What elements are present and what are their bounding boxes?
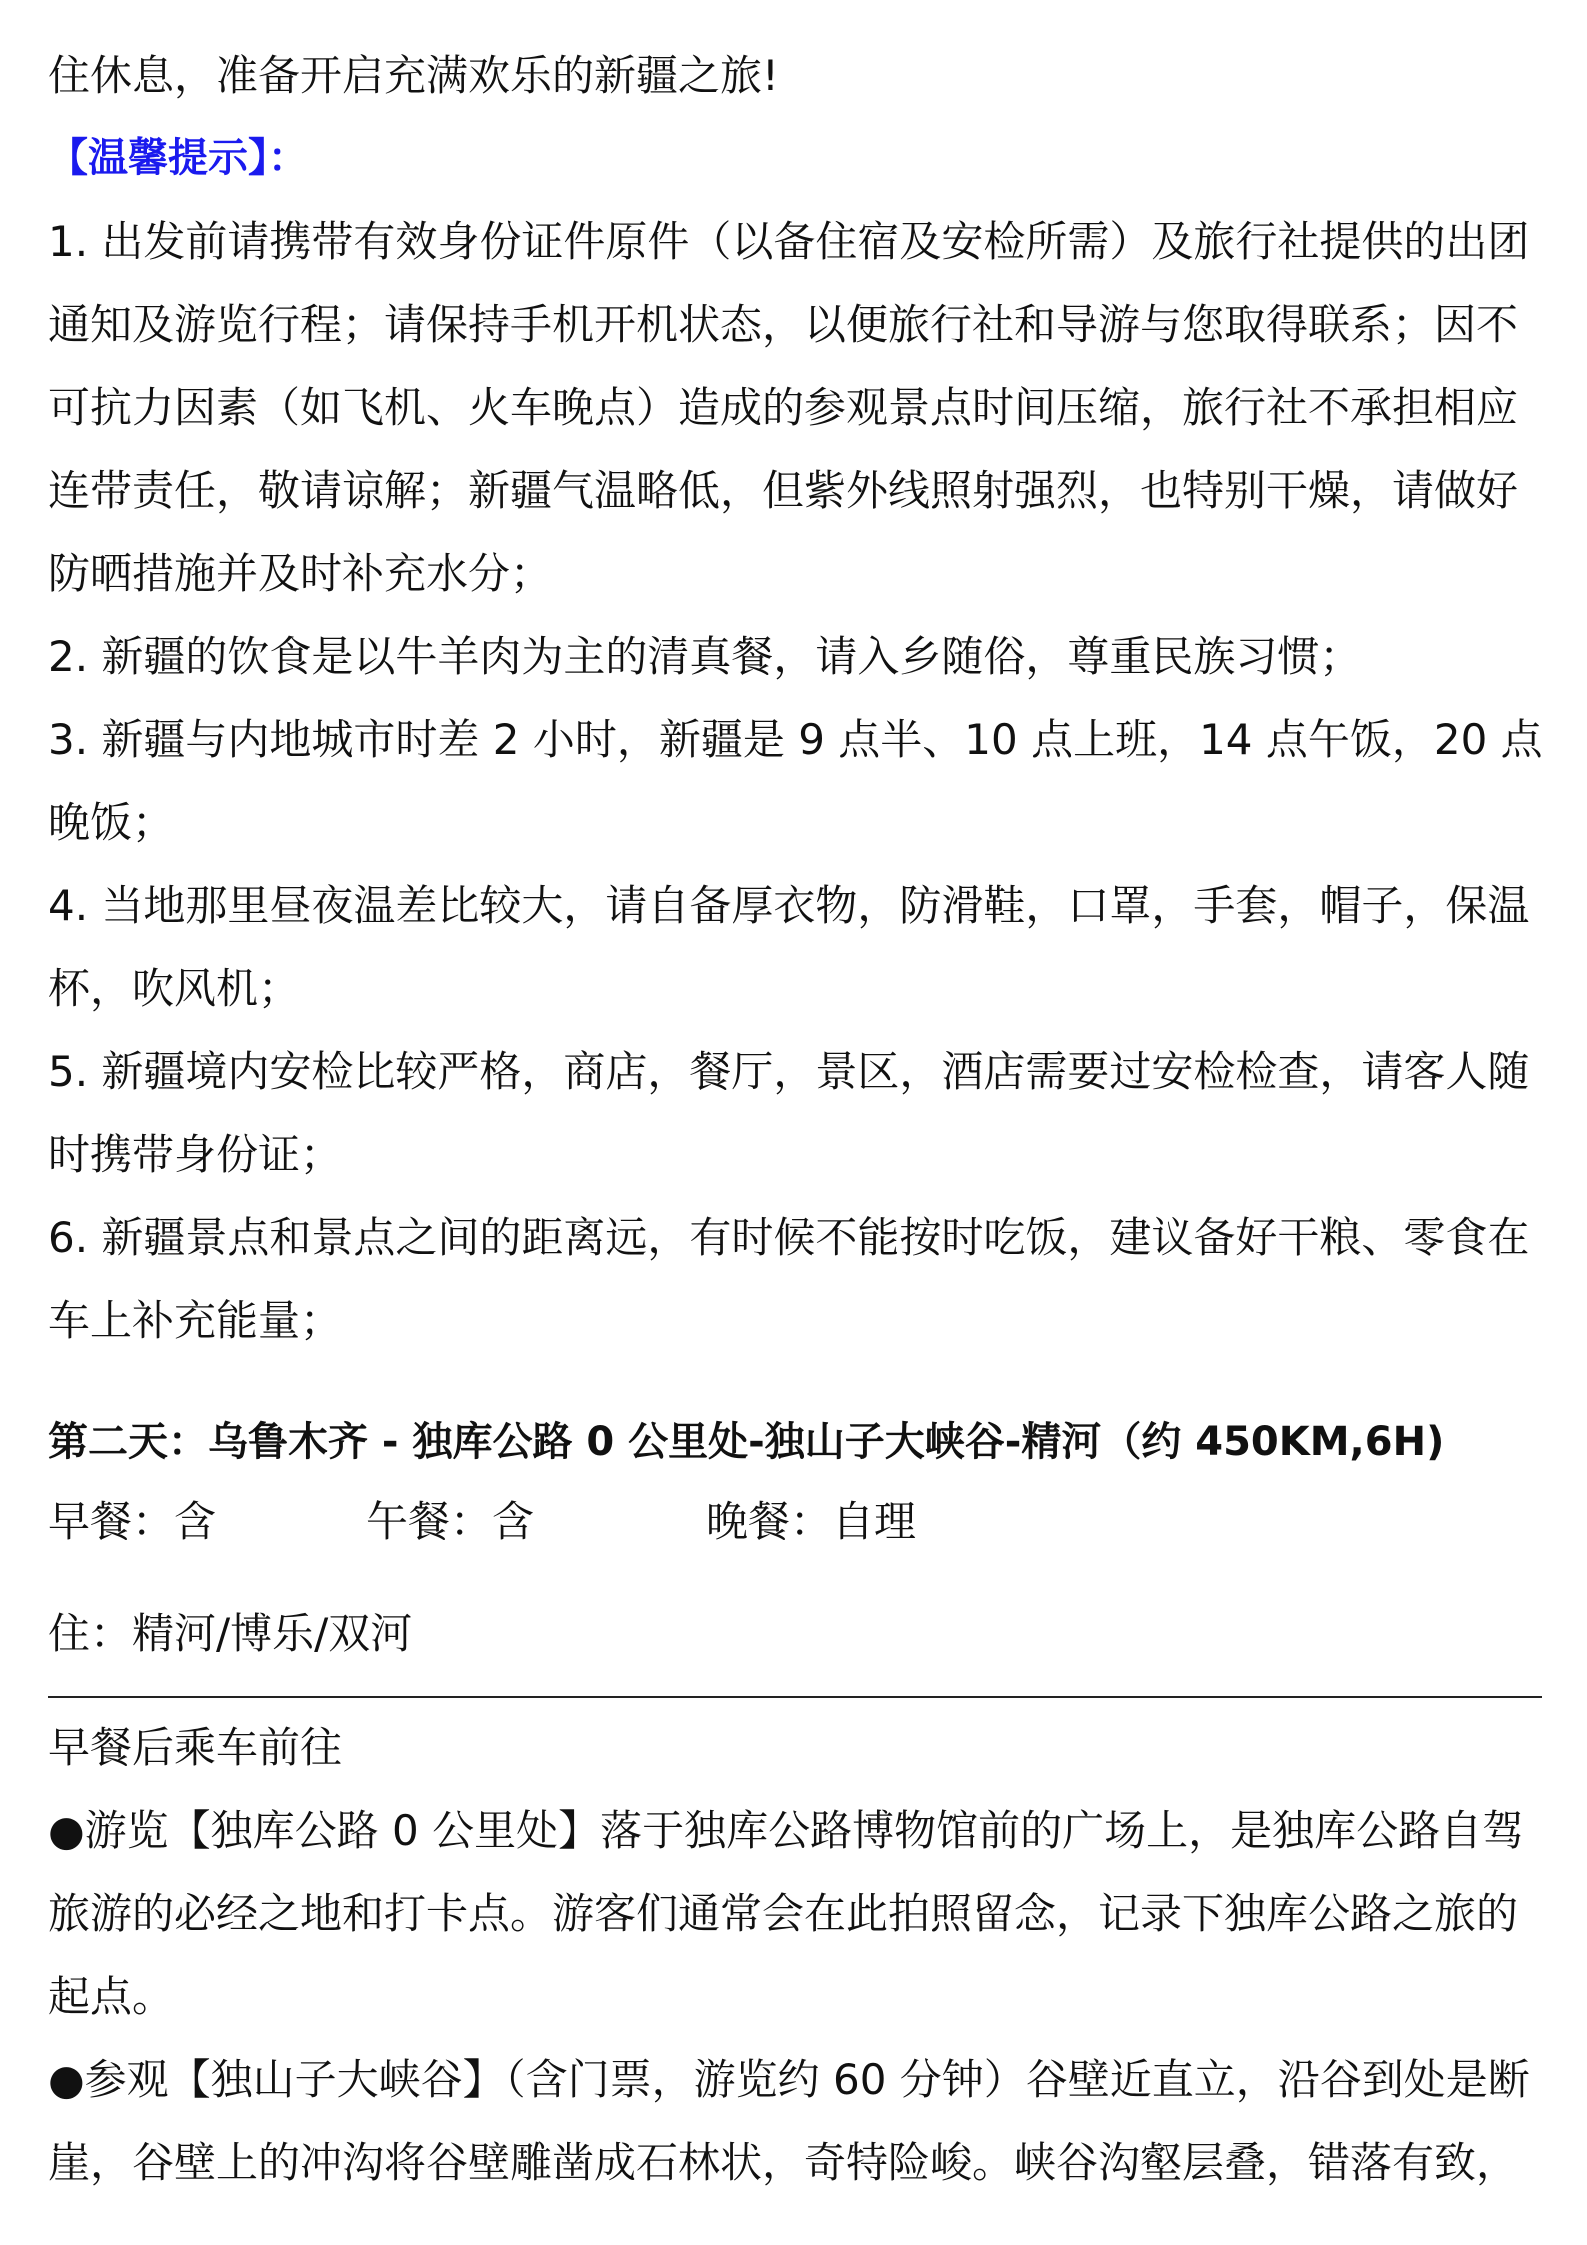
- breakfast-label: 早餐：含: [48, 1497, 217, 1546]
- lunch-label: 午餐：含: [366, 1497, 535, 1546]
- text-line: 2. 新疆的饮食是以牛羊肉为主的清真餐，请入乡随俗，尊重民族习惯；: [48, 632, 1362, 681]
- text-line: 3. 新疆与内地城市时差 2 小时，新疆是 9 点半、10 点上班，14 点午饭，20 点: [48, 715, 1543, 764]
- text-line: 6. 新疆景点和景点之间的距离远，有时候不能按时吃饭，建议备好干粮、零食在: [48, 1213, 1530, 1262]
- tips-title: 【温馨提示】：: [48, 135, 308, 181]
- text-line: 车上补充能量；: [48, 1296, 343, 1345]
- day-item-2: [48, 2038, 1542, 2204]
- day-title: 第二天：乌鲁木齐 - 独库公路 0 公里处-独山子大峡谷-精河（约 450KM,6H): [48, 1419, 1445, 1465]
- text-line: 1. 出发前请携带有效身份证件原件（以备住宿及安检所需）及旅行社提供的出团: [48, 217, 1530, 266]
- tip-item-4: [48, 864, 1542, 1030]
- tip-item-6: [48, 1196, 1542, 1362]
- text-line: 防晒措施并及时补充水分；: [48, 549, 553, 598]
- intro-line: 住休息，准备开启充满欢乐的新疆之旅!: [48, 51, 779, 100]
- text-line: 可抗力因素（如飞机、火车晚点）造成的参观景点时间压缩，旅行社不承担相应: [48, 383, 1519, 432]
- day-item-1: [48, 1789, 1542, 2038]
- tip-item-3: [48, 698, 1542, 864]
- text-line: 起点。: [48, 1972, 175, 2021]
- text-line: 通知及游览行程；请保持手机开机状态，以便旅行社和导游与您取得联系；因不: [48, 300, 1519, 349]
- text-line: 4. 当地那里昼夜温差比较大，请自备厚衣物，防滑鞋，口罩，手套，帽子，保温: [48, 881, 1530, 930]
- text-line: 晚饭；: [48, 798, 175, 847]
- document-page: [48, 0, 1542, 2204]
- text-line: 崖，谷壁上的冲沟将谷壁雕凿成石林状，奇特险峻。峡谷沟壑层叠，错落有致，: [48, 2138, 1519, 2187]
- tips-list: [48, 200, 1542, 1362]
- tip-item-1: [48, 200, 1542, 615]
- text-line: 时携带身份证；: [48, 1130, 343, 1179]
- tip-item-2: [48, 615, 1542, 698]
- text-line: 旅游的必经之地和打卡点。游客们通常会在此拍照留念，记录下独库公路之旅的: [48, 1889, 1519, 1938]
- day-intro: 早餐后乘车前往: [48, 1723, 343, 1772]
- text-line: 连带责任，敬请谅解；新疆气温略低，但紫外线照射强烈，也特别干燥，请做好: [48, 466, 1519, 515]
- text-line: ●游览【独库公路 0 公里处】落于独库公路博物馆前的广场上，是独库公路自驾: [48, 1806, 1525, 1855]
- meals-row: [48, 1482, 1542, 1562]
- text-line: 杯，吹风机；: [48, 964, 301, 1013]
- text-line: ●参观【独山子大峡谷】（含门票，游览约 60 分钟）谷壁近直立，沿谷到处是断: [48, 2055, 1530, 2104]
- tip-item-5: [48, 1030, 1542, 1196]
- stay-label: 住：精河/博乐/双河: [48, 1609, 413, 1658]
- divider: [48, 1696, 1542, 1698]
- text-line: 5. 新疆境内安检比较严格，商店，餐厅，景区，酒店需要过安检检查，请客人随: [48, 1047, 1530, 1096]
- dinner-label: 晚餐：自理: [706, 1497, 917, 1546]
